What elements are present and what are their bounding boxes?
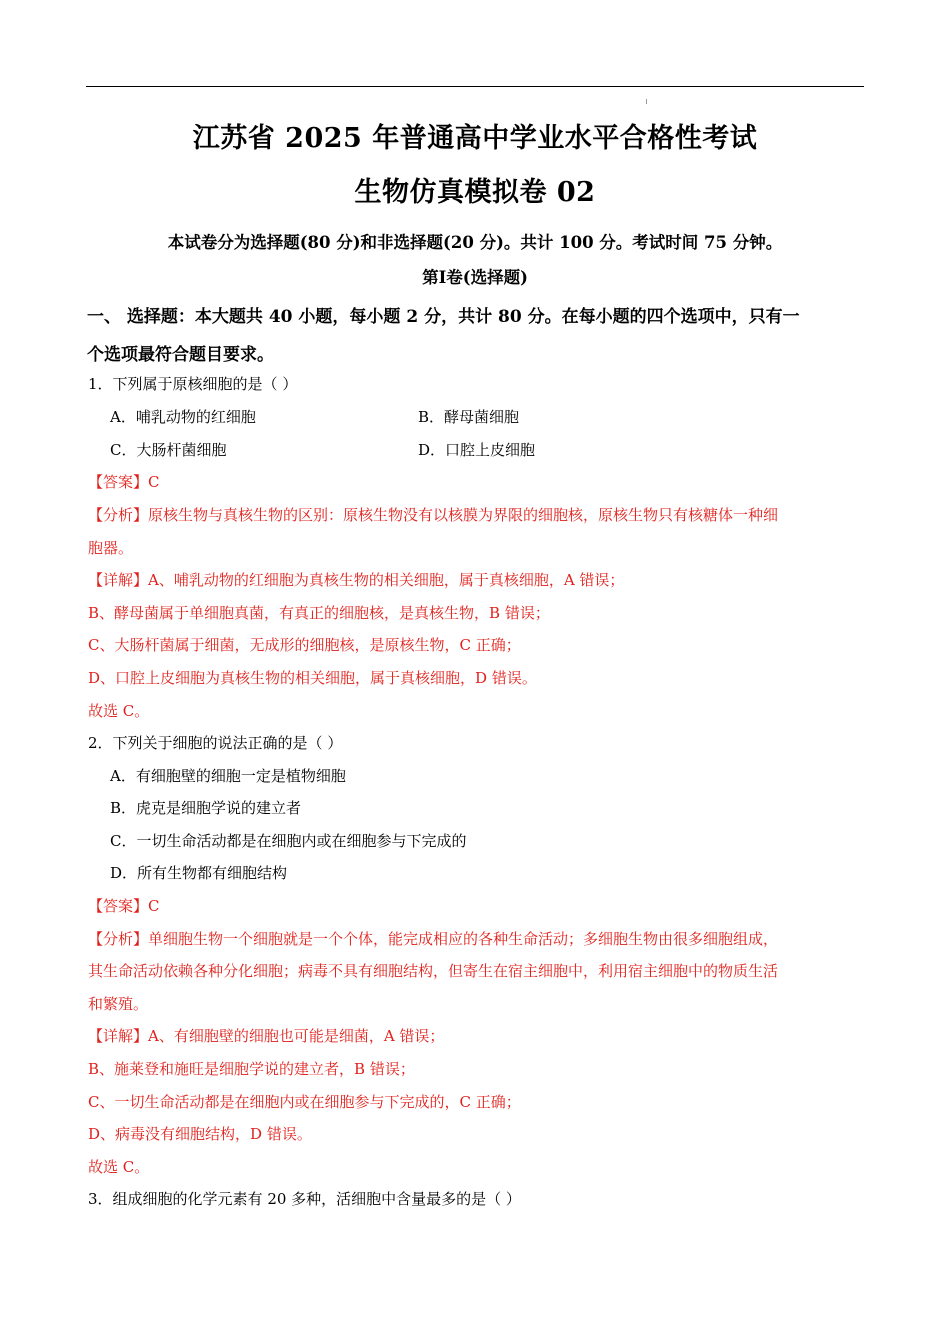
question-3-stem: 3．组成细胞的化学元素有 20 多种，活细胞中含量最多的是（ ）	[88, 1190, 521, 1208]
question-2-analysis-line3: 和繁殖。	[88, 995, 149, 1013]
question-2-conclusion: 故选 C。	[88, 1158, 150, 1176]
question-1-detail-line4: D、口腔上皮细胞为真核生物的相关细胞，属于真核细胞，D 错误。	[88, 669, 537, 687]
question-2-option-d: D．所有生物都有细胞结构	[110, 864, 288, 882]
section-instructions-line2: 个选项最符合题目要求。	[87, 345, 274, 365]
question-1-option-b: B．酵母菌细胞	[418, 408, 520, 426]
exam-title: 江苏省 2025 年普通高中学业水平合格性考试	[192, 123, 758, 154]
question-2-option-c: C．一切生命活动都是在细胞内或在细胞参与下完成的	[110, 832, 467, 850]
question-1-option-a: A．哺乳动物的红细胞	[110, 408, 256, 426]
section-instructions-line1: 一、 选择题：本大题共 40 小题，每小题 2 分，共计 80 分。在每小题的四个选项中，只有一	[87, 307, 800, 327]
question-1-detail-line3: C、大肠杆菌属于细菌，无成形的细胞核，是原核生物，C 正确；	[88, 636, 521, 654]
question-1-option-d: D．口腔上皮细胞	[418, 441, 536, 459]
question-1-detail-line2: B、酵母菌属于单细胞真菌，有真正的细胞核，是真核生物，B 错误；	[88, 604, 550, 622]
question-2-analysis-line1: 【分析】单细胞生物一个细胞就是一个个体，能完成相应的各种生命活动；多细胞生物由很多细胞组成，	[88, 930, 779, 948]
question-1-conclusion: 故选 C。	[88, 702, 150, 720]
question-1-option-c: C．大肠杆菌细胞	[110, 441, 227, 459]
header-mark	[646, 99, 647, 104]
question-2-detail-line3: C、一切生命活动都是在细胞内或在细胞参与下完成的，C 正确；	[88, 1093, 521, 1111]
question-1-stem: 1．下列属于原核细胞的是（ ）	[88, 375, 298, 393]
question-1-analysis-line1: 【分析】原核生物与真核生物的区别：原核生物没有以核膜为界限的细胞核，原核生物只有核糖体一种细	[88, 506, 779, 524]
question-1-answer: 【答案】C	[88, 473, 160, 491]
question-2-detail-line1: 【详解】A、有细胞壁的细胞也可能是细菌，A 错误；	[88, 1027, 445, 1045]
exam-subtitle: 生物仿真模拟卷 02	[354, 177, 596, 208]
volume-heading: 第Ⅰ卷(选择题)	[422, 268, 528, 287]
question-2-option-a: A．有细胞壁的细胞一定是植物细胞	[110, 767, 346, 785]
question-2-detail-line4: D、病毒没有细胞结构，D 错误。	[88, 1125, 312, 1143]
question-2-detail-line2: B、施莱登和施旺是细胞学说的建立者，B 错误；	[88, 1060, 415, 1078]
header-rule	[86, 86, 864, 87]
question-2-option-b: B．虎克是细胞学说的建立者	[110, 799, 302, 817]
question-2-analysis-line2: 其生命活动依赖各种分化细胞；病毒不具有细胞结构，但寄生在宿主细胞中，利用宿主细胞中的物质生活	[88, 962, 779, 980]
exam-intro: 本试卷分为选择题(80 分)和非选择题(20 分)。共计 100 分。考试时间 75 分钟。	[167, 233, 783, 252]
question-2-answer: 【答案】C	[88, 897, 160, 915]
question-1-analysis-line2: 胞器。	[88, 539, 134, 557]
question-1-detail-line1: 【详解】A、哺乳动物的红细胞为真核生物的相关细胞，属于真核细胞，A 错误；	[88, 571, 625, 589]
question-2-stem: 2．下列关于细胞的说法正确的是（ ）	[88, 734, 343, 752]
